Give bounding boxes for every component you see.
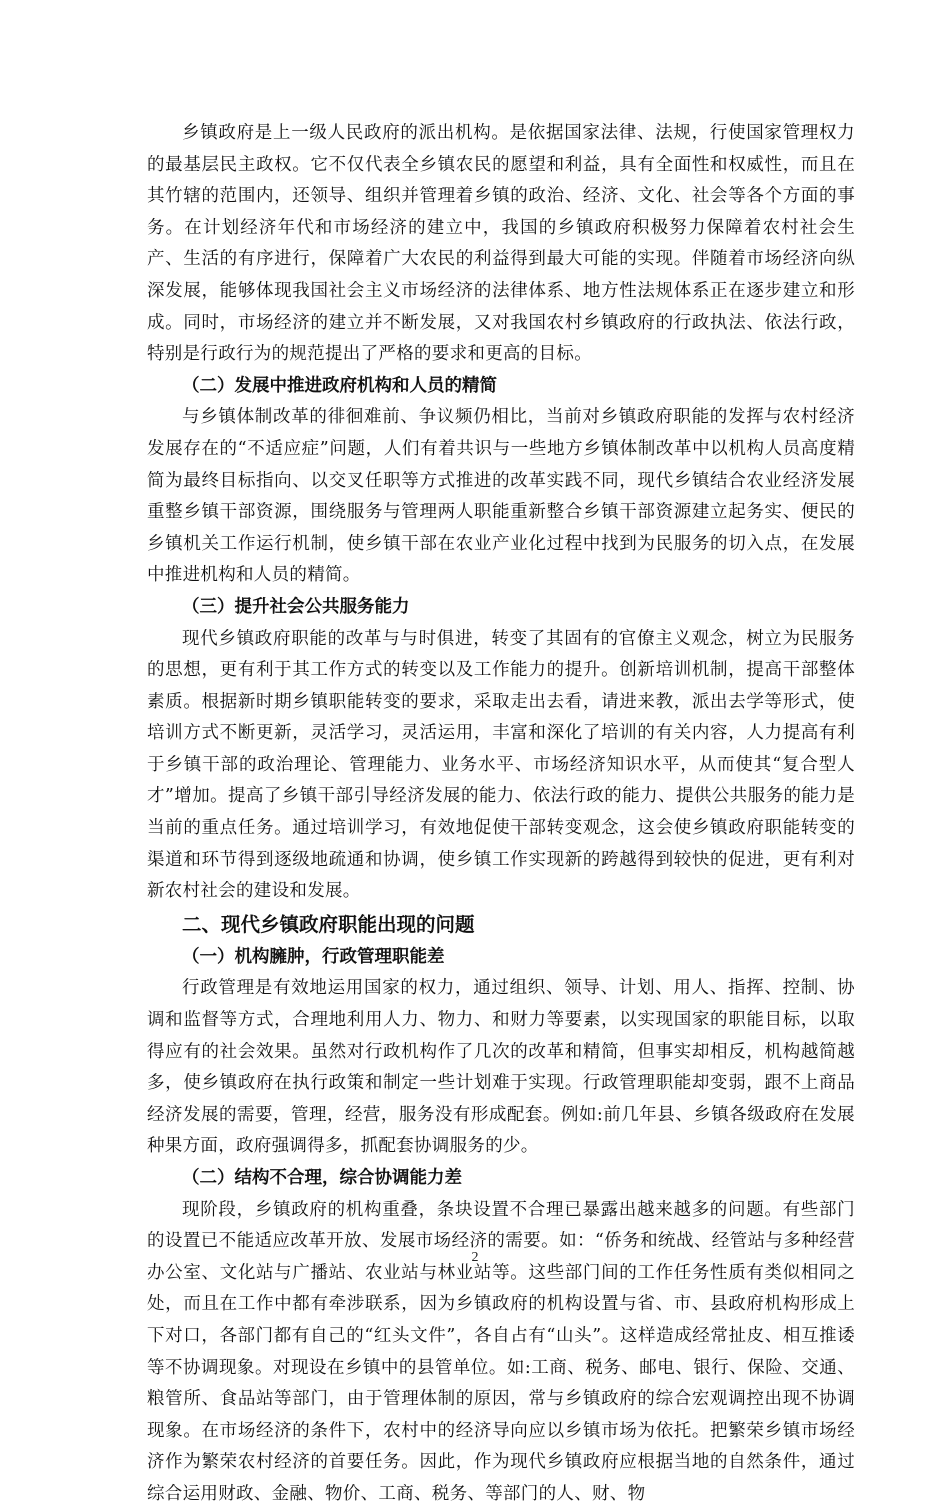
subheading: （一）机构臃肿，行政管理职能差: [182, 946, 445, 967]
subheading: （二）结构不合理，综合协调能力差: [182, 1168, 462, 1188]
paragraph: 乡镇政府是上一级人民政府的派出机构。是依据国家法律、法规，行使国家管理权力的最基层民主政权。它不仅代表全乡镇农民的愿望和利益，具有全面性和权威性，而且在其竹辖的范围内，还领导、组织并管理着乡镇的政治、经济、文化、社会等各个方面的事务。在计划经济年代和市场经济的建立中，我国的乡镇政府积极努力保障着农村社会生产、生活的有序进行，保障着广大农民的利益得到最大可能的实现。伴随着市场经济向纵深发展，能够体现我国社会主义市场经济的法律体系、地方性法规体系正在逐步建立和形成。同时，市场经济的建立并不断发展，又对我国农村乡镇政府的行政执法、依法行政，特别是行政行为的规范提出了严格的要求和更高的目标。: [147, 123, 855, 365]
page-number: 2: [471, 1250, 479, 1265]
paragraph: 与乡镇体制改革的徘徊难前、争议频仍相比，当前对乡镇政府职能的发挥与农村经济发展存在的“不适应症”问题，人们有着共识与一些地方乡镇体制改革中以机构人员高度精简为最终目标指向、以交叉任职等方式推进的改革实践不同，现代乡镇结合农业经济发展重整乡镇干部资源，围绕服务与管理两人职能重新整合乡镇干部资源建立起务实、便民的乡镇机关工作运行机制，使乡镇干部在农业产业化过程中找到为民服务的切入点，在发展中推进机构和人员的精简。: [147, 407, 855, 586]
paragraph: 现阶段，乡镇政府的机构重叠，条块设置不合理已暴露出越来越多的问题。有些部门的设置已不能适应改革开放、发展市场经济的需要。如：“侨务和统战、经管站与多种经营办公室、文化站与广播站、农业站与林业站等。这些部门间的工作任务性质有类似相同之处，而且在工作中都有牵涉联系，因为乡镇政府的机构设置与省、市、县政府机构形成上下对口，各部门都有自己的“红头文件”，各自占有“山头”。这样造成经常扯皮、相互推诿等不协调现象。对现设在乡镇中的县管单位。如:工商、税务、邮电、银行、保险、交通、粮管所、食品站等部门，由于管理体制的原因，常与乡镇政府的综合宏观调控出现不协调现象。在市场经济的条件下，农村中的经济导向应以乡镇市场为依托。把繁荣乡镇市场经济作为繁荣农村经济的首要任务。因此，作为现代乡镇政府应根据当地的自然条件，通过综合运用财政、金融、物价、工商、税务、等部门的人、财、物: [147, 1199, 855, 1504]
subheading: （二）发展中推进政府机构和人员的精简: [182, 375, 497, 396]
paragraph: 行政管理是有效地运用国家的权力，通过组织、领导、计划、用人、指挥、控制、协调和监督等方式，合理地利用人力、物力、和财力等要素，以实现国家的职能目标，以取得应有的社会效果。虽然对行政机构作了几次的改革和精简，但事实却相反，机构越简越多，使乡镇政府在执行政策和制定一些计划难于实现。行政管理职能却变弱，跟不上商品经济发展的需要，管理，经营，服务没有形成配套。例如:前几年县、乡镇各级政府在发展种果方面，政府强调得多，抓配套协调服务的少。: [147, 978, 855, 1157]
subheading: （三）提升社会公共服务能力: [182, 596, 410, 617]
paragraph: 现代乡镇政府职能的改革与与时俱进，转变了其固有的官僚主义观念，树立为民服务的思想，更有利于其工作方式的转变以及工作能力的提升。创新培训机制，提高干部整体素质。根据新时期乡镇职能转变的要求，采取走出去看，请进来教，派出去学等形式，使培训方式不断更新，灵活学习，灵活运用，丰富和深化了培训的有关内容，人力提高有利于乡镇干部的政治理论、管理能力、业务水平、市场经济知识水平，从而使其“复合型人才”增加。提高了乡镇干部引导经济发展的能力、依法行政的能力、提供公共服务的能力是当前的重点任务。通过培训学习，有效地促使干部转变观念，这会使乡镇政府职能转变的渠道和环节得到逐级地疏通和协调，使乡镇工作实现新的跨越得到较快的促进，更有利对新农村社会的建设和发展。: [147, 628, 855, 902]
document-body: [147, 118, 855, 1511]
section-heading: 二、现代乡镇政府职能出现的问题: [182, 912, 475, 936]
